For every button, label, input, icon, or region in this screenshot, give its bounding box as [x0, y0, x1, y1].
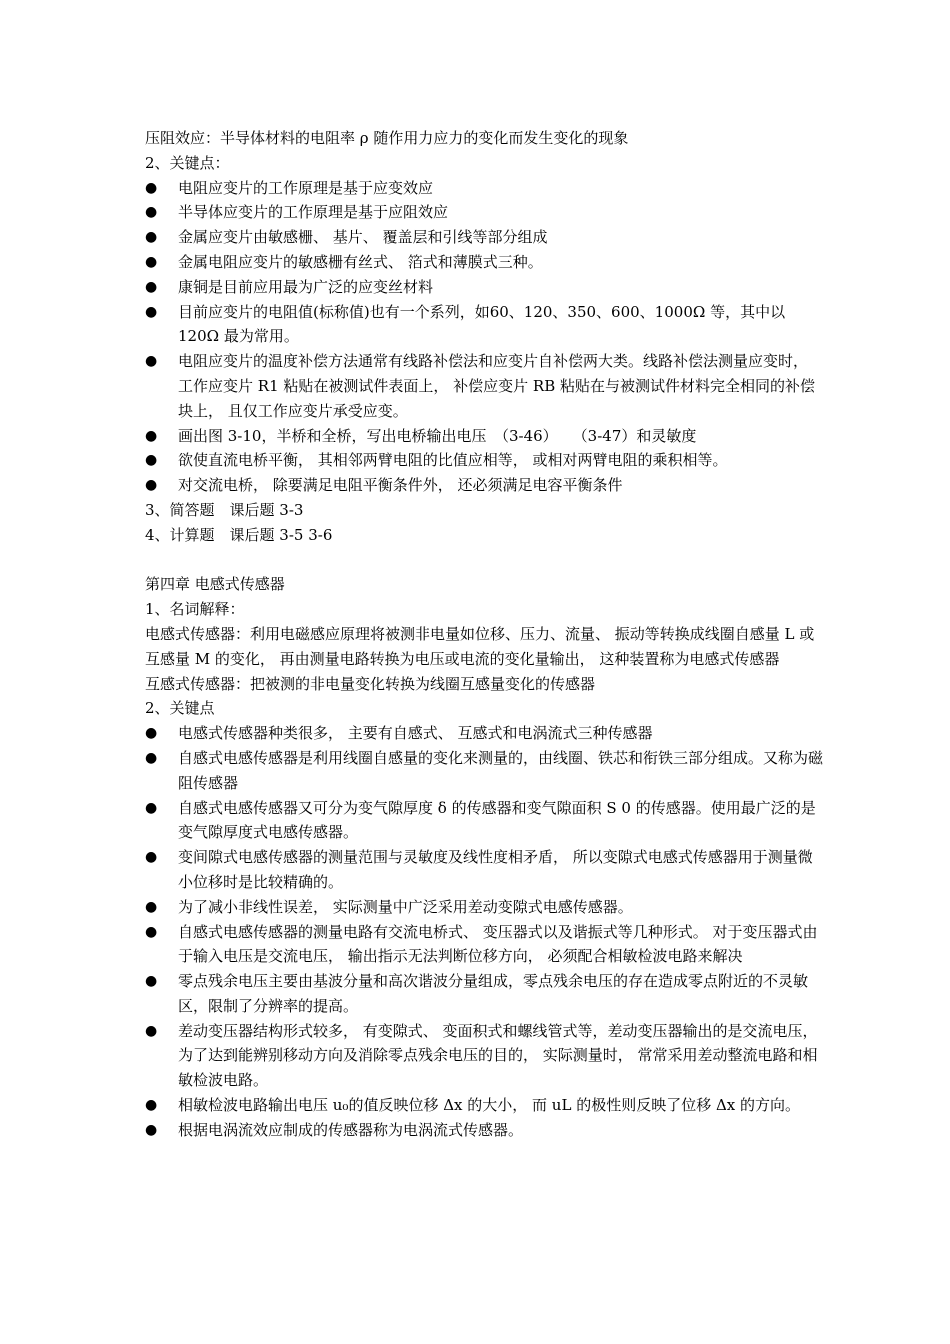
bullet-icon: ● [145, 477, 158, 494]
bullet-icon: ● [145, 849, 158, 866]
bullet-icon: ● [145, 898, 158, 915]
list-item: ● 自感式电感传感器的测量电路有交流电桥式、 变压器式以及谐振式等几种形式。 对于变压器式由于输入电压是交流电压， 输出指示无法判断位移方向， 必须配合相敏检波电路来解决 [145, 920, 825, 970]
bullet-icon: ● [145, 1097, 158, 1114]
list-item: ● 为了减小非线性误差， 实际测量中广泛采用差动变隙式电感传感器。 [145, 895, 825, 920]
bullet-icon: ● [145, 452, 158, 469]
bullet-icon: ● [145, 1121, 158, 1138]
spacer [145, 548, 825, 573]
piezoresistive-definition: 压阻效应：半导体材料的电阻率 ρ 随作用力应力的变化而发生变化的现象 [145, 129, 629, 147]
list-item: ● 目前应变片的电阻值(标称值)也有一个系列，如60、120、350、600、1000Ω 等，其中以120Ω 最为常用。 [145, 300, 825, 350]
bullet-icon: ● [145, 278, 158, 295]
list-item: ● 自感式电感传感器是利用线圈自感量的变化来测量的，由线圈、铁芯和衔铁三部分组成。又称为磁阻传感器 [145, 746, 825, 796]
bullet-icon: ● [145, 253, 158, 270]
list-item: ● 画出图 3-10，半桥和全桥，写出电桥输出电压 （3-46） （3-47）和灵敏度 [145, 424, 825, 449]
list-item: ● 零点残余电压主要由基波分量和高次谐波分量组成，零点残余电压的存在造成零点附近的不灵敏区，限制了分辨率的提高。 [145, 969, 825, 1019]
bullet-icon: ● [145, 923, 158, 940]
list-item: ● 根据电涡流效应制成的传感器称为电涡流式传感器。 [145, 1118, 825, 1143]
list-item: ● 电阻应变片的温度补偿方法通常有线路补偿法和应变片自补偿两大类。线路补偿法测量应变时， 工作应变片 R1 粘贴在被测试件表面上， 补偿应变片 RB 粘贴在与被测试件材料完全相同的补偿块上， 且仅工作应变片承受应变。 [145, 349, 825, 423]
list-item: ● 差动变压器结构形式较多， 有变隙式、 变面积式和螺线管式等，差动变压器输出的是交流电压， 为了达到能辨别移动方向及消除零点残余电压的目的， 实际测量时， 常常采用差动整流电路和相敏检波电路。 [145, 1019, 825, 1093]
list-item: ● 电阻应变片的工作原理是基于应变效应 [145, 176, 825, 201]
list-item: ● 康铜是目前应用最为广泛的应变丝材料 [145, 275, 825, 300]
inductive-sensor-definition: 电感式传感器：利用电磁感应原理将被测非电量如位移、压力、流量、 振动等转换成线圈自感量 L 或互感量 M 的变化， 再由测量电路转换为电压或电流的变化量输出， 这种装置称为电感式传感器 [145, 624, 815, 668]
list-item: ● 电感式传感器种类很多， 主要有自感式、 互感式和电涡流式三种传感器 [145, 721, 825, 746]
terms-heading: 1、名词解释： [145, 600, 245, 619]
mutual-sensor-definition: 互感式传感器：把被测的非电量变化转换为线圈互感量变化的传感器 [145, 674, 596, 693]
bullet-icon: ● [145, 427, 158, 444]
bullet-icon: ● [145, 229, 158, 246]
calculation-heading: 4、计算题 课后题 3-5 3-6 [145, 525, 333, 544]
list-item: ● 对交流电桥， 除要满足电阻平衡条件外， 还必须满足电容平衡条件 [145, 473, 825, 498]
bullet-icon: ● [145, 973, 158, 990]
bullet-icon: ● [145, 353, 158, 370]
list-item: ● 变间隙式电感传感器的测量范围与灵敏度及线性度相矛盾， 所以变隙式电感式传感器用于测量微小位移时是比较精确的。 [145, 845, 825, 895]
bullet-icon: ● [145, 725, 158, 742]
list-item: ● 相敏检波电路输出电压 u₀的值反映位移 Δx 的大小， 而 uL 的极性则反映了位移 Δx 的方向。 [145, 1093, 825, 1118]
key-points-list [145, 176, 825, 498]
key-points-heading: 2、关键点： [145, 153, 230, 172]
list-item: ● 欲使直流电桥平衡， 其相邻两臂电阻的比值应相等， 或相对两臂电阻的乘积相等。 [145, 448, 825, 473]
chapter4-key-points-list [145, 721, 825, 1143]
bullet-icon: ● [145, 179, 158, 196]
chapter-title: 第四章 电感式传感器 [145, 575, 285, 594]
chapter4-key-points-heading: 2、关键点 [145, 699, 215, 718]
bullet-icon: ● [145, 303, 158, 320]
bullet-icon: ● [145, 799, 158, 816]
short-answer-heading: 3、简答题 课后题 3-3 [145, 500, 304, 519]
document-body [145, 126, 825, 1143]
list-item: ● 半导体应变片的工作原理是基于应阻效应 [145, 200, 825, 225]
list-item: ● 自感式电感传感器又可分为变气隙厚度 δ 的传感器和变气隙面积 S 0 的传感器。使用最广泛的是变气隙厚度式电感传感器。 [145, 796, 825, 846]
list-item: ● 金属电阻应变片的敏感栅有丝式、 箔式和薄膜式三种。 [145, 250, 825, 275]
list-item: ● 金属应变片由敏感栅、 基片、 覆盖层和引线等部分组成 [145, 225, 825, 250]
bullet-icon: ● [145, 204, 158, 221]
bullet-icon: ● [145, 749, 158, 766]
bullet-icon: ● [145, 1022, 158, 1039]
